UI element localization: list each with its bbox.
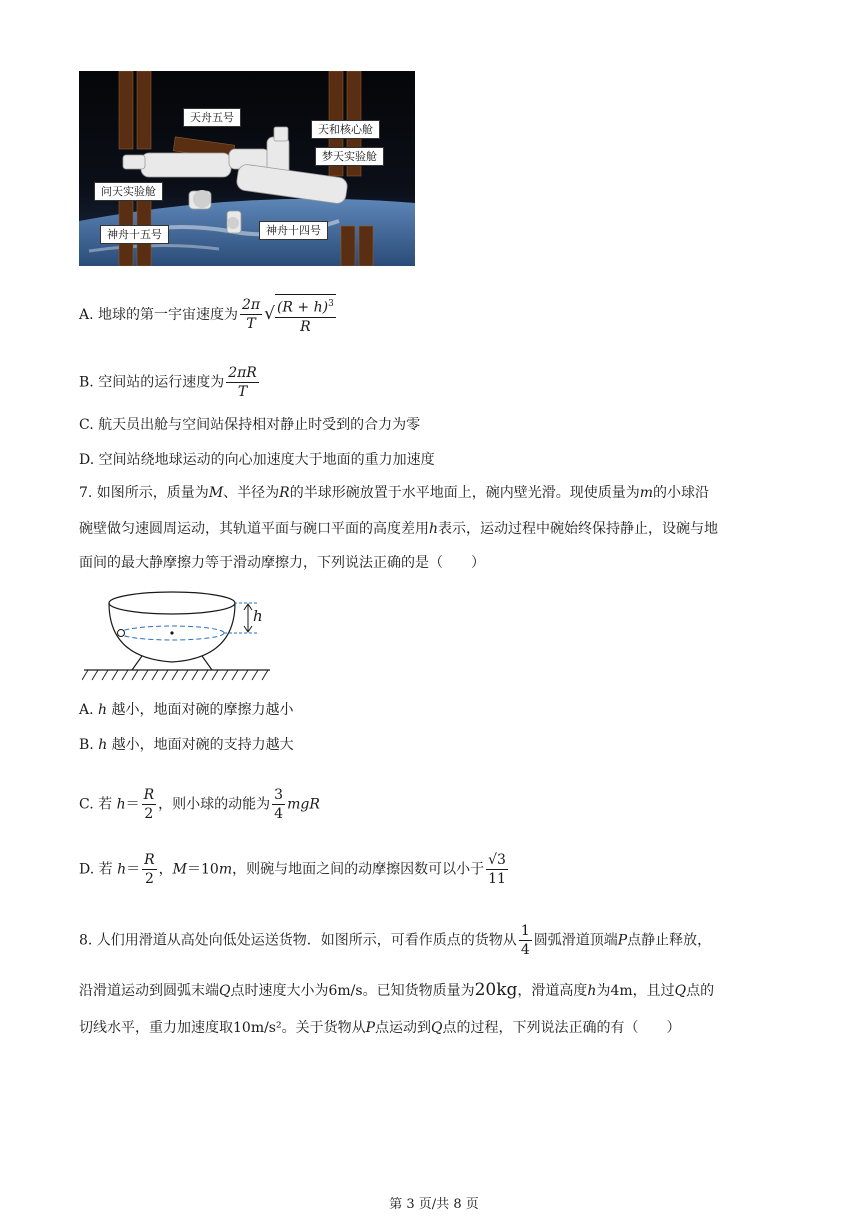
page-footer: 第 3 页/共 8 页 bbox=[389, 1197, 479, 1212]
q7-option-c: C. 若 h＝ $\frac{R}{2}$ ，则小球的动能为 $\frac{3}{4}$ mgR bbox=[79, 787, 320, 822]
q7-option-d: D. 若 h＝ $\frac{R}{2}$ ，M＝10m，则碗与地面之间的动摩擦因数可以小于 $\frac{√3}{11}$ bbox=[79, 852, 506, 887]
q7-option-b: B. h 越小，地面对碗的支持力越大 bbox=[79, 737, 294, 753]
q6-a-fraction: $\frac{2\pi}{T}$ bbox=[242, 297, 261, 333]
sqrt-icon: √ bbox=[264, 303, 275, 324]
q6-a-root-fraction: $\frac{(R + h)^3}{R}$ bbox=[275, 294, 336, 336]
q7-stem-line-3: 面间的最大静摩擦力等于滑动摩擦力，下列说法正确的是（ ） bbox=[79, 555, 485, 571]
q7-c-fraction-r2: $\frac{R}{2}$ bbox=[143, 787, 155, 822]
q6-option-a: A. 地球的第一宇宙速度为 $\frac{2\pi}{T}$ √ $\frac{(R + h)^3}{R}$ bbox=[79, 294, 338, 336]
label-mengtian-lab-module: 梦天实验舱 bbox=[315, 147, 384, 166]
q8-stem-line-2: 沿滑道运动到圆弧末端Q点时速度大小为6m/s。已知货物质量为20kg，滑道高度h为4m，且过Q点的 bbox=[79, 980, 715, 1000]
q8-fraction-quarter: $\frac{1}{4}$ bbox=[520, 923, 530, 958]
q6-option-b: B. 空间站的运行速度为 $\frac{2\pi R}{T}$ bbox=[79, 365, 257, 400]
label-tianhe-core-module: 天和核心舱 bbox=[311, 120, 380, 139]
q7-option-a: A. h 越小，地面对碗的摩擦力越小 bbox=[79, 702, 294, 718]
q8-stem-line-1: 8. 人们用滑道从高处向低处运送货物．如图所示，可看作质点的货物从 $\frac{1}{4}$ 圆弧滑道顶端P点静止释放， bbox=[79, 923, 712, 958]
q8-stem-line-3: 切线水平，重力加速度取10m/s²。关于货物从P点运动到Q点的过程，下列说法正确的有（ ） bbox=[79, 1020, 681, 1036]
q7-d-fraction-sqrt3-11: $\frac{√3}{11}$ bbox=[488, 852, 506, 887]
bowl-h-label: h bbox=[253, 607, 263, 625]
q6-option-d: D. 空间站绕地球运动的向心加速度大于地面的重力加速度 bbox=[79, 452, 435, 468]
q6-option-c: C. 航天员出舱与空间站保持相对静止时受到的合力为零 bbox=[79, 417, 421, 433]
space-station-photo bbox=[79, 71, 415, 266]
q7-c-fraction-34: $\frac{3}{4}$ bbox=[274, 787, 284, 822]
label-wentian-lab-module: 问天实验舱 bbox=[94, 182, 163, 201]
q7-d-fraction-r2: $\frac{R}{2}$ bbox=[144, 852, 155, 887]
label-shenzhou-15: 神舟十五号 bbox=[100, 225, 169, 244]
label-shenzhou-14: 神舟十四号 bbox=[259, 221, 328, 240]
q7-stem-line-2: 碗壁做匀速圆周运动，其轨道平面与碗口平面的高度差用h表示，运动过程中碗始终保持静止，设碗与地 bbox=[79, 521, 719, 537]
label-tianzhou-5: 天舟五号 bbox=[183, 108, 241, 127]
q6-b-fraction: $\frac{2\pi R}{T}$ bbox=[228, 365, 257, 400]
bowl-diagram bbox=[82, 590, 282, 685]
q7-stem-line-1: 7. 如图所示，质量为M、半径为R的半球形碗放置于水平地面上，碗内壁光滑。现使质量为m的小球沿 bbox=[79, 485, 709, 501]
